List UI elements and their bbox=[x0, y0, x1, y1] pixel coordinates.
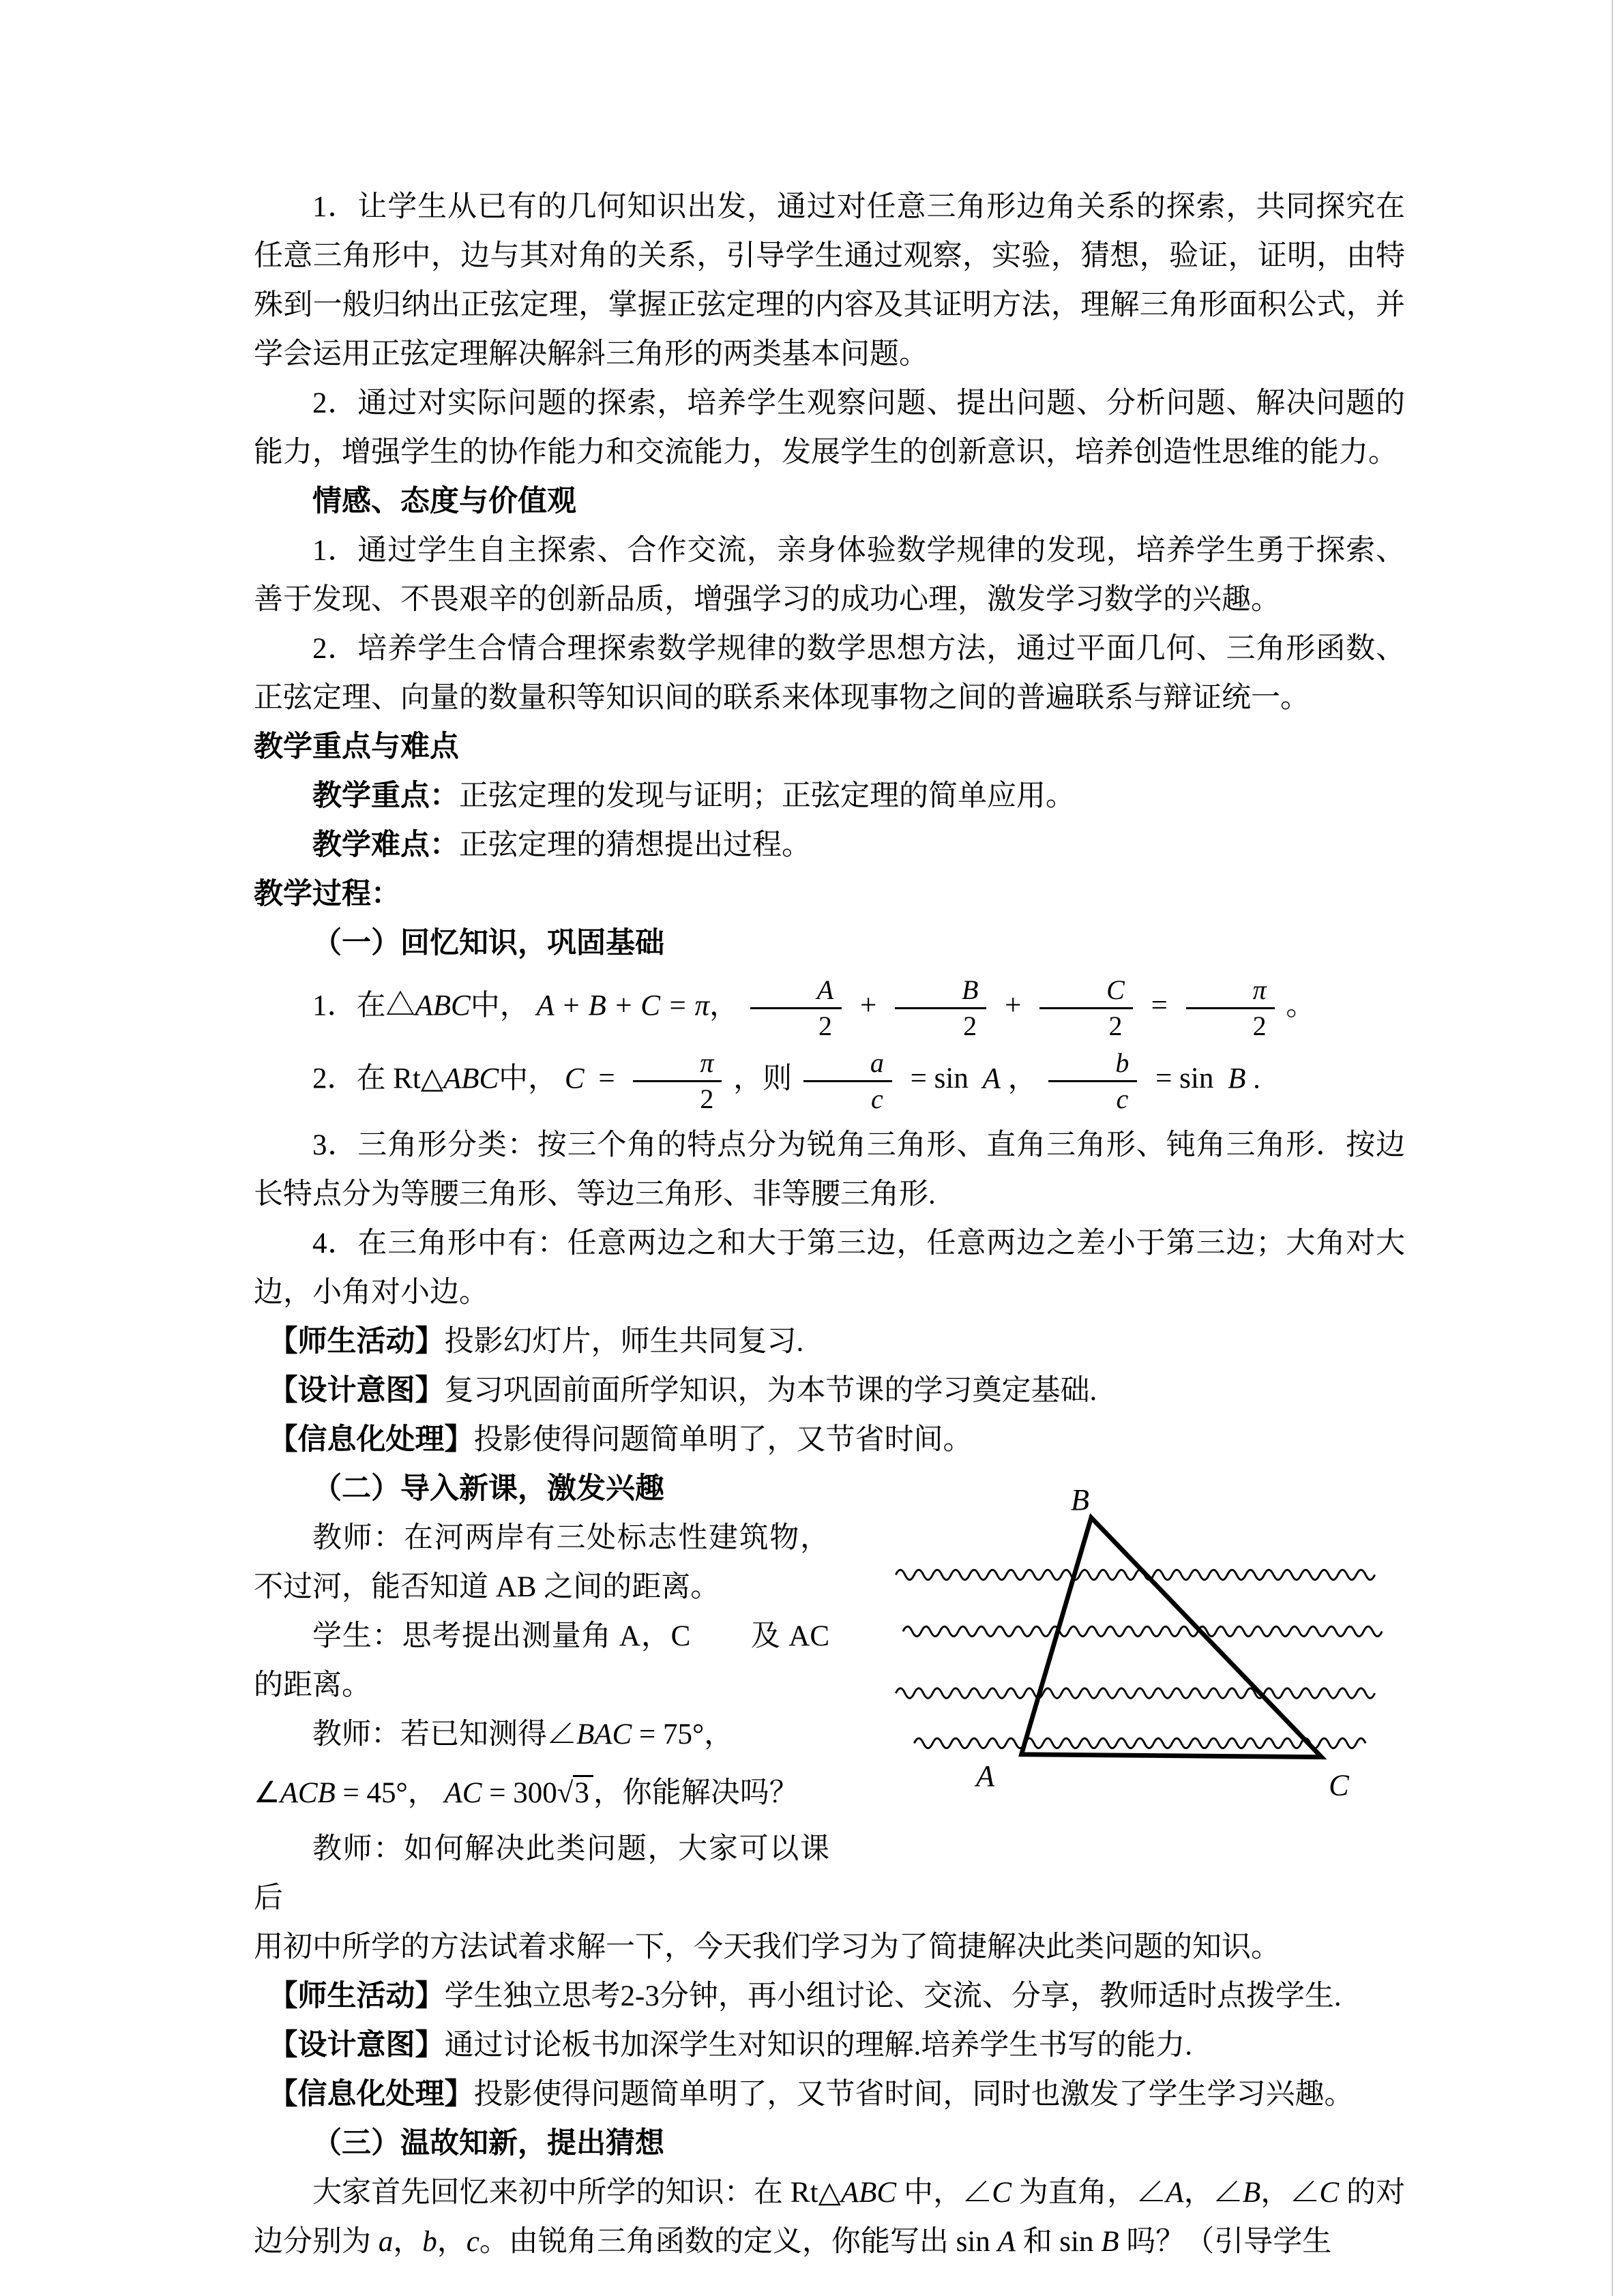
objective-paragraph-2: 2．通过对实际问题的探索，培养学生观察问题、提出问题、分析问题、解决问题的能力，增强学生的协作能力和交流能力，发展学生的创新意识，培养创造性思维的能力。 bbox=[254, 387, 1405, 468]
text-run: 1．在△ bbox=[312, 989, 415, 1022]
triangle-properties-paragraph: 4．在三角形中有：任意两边之和大于第三边，任意两边之差小于第三边；大角对大边，小角对小边。 bbox=[254, 1227, 1405, 1309]
text-run: 为直角，∠ bbox=[1011, 2177, 1166, 2209]
intent-note-1 bbox=[254, 1367, 1405, 1416]
wave-line-2 bbox=[903, 1626, 1382, 1636]
math-variable: C bbox=[992, 2177, 1012, 2209]
section2-block bbox=[254, 1465, 1405, 1972]
text-run: = 75°， bbox=[632, 1718, 734, 1750]
radicand: 3 bbox=[573, 1775, 593, 1809]
plus-operator: + bbox=[859, 989, 877, 1022]
triangle-classification-paragraph: 3．三角形分类：按三个角的特点分为锐角三角形、直角三角形、钝角三角形．按边长特点分为等腰三角形、等边三角形、非等腰三角形. bbox=[254, 1129, 1405, 1210]
fraction-numerator: B bbox=[895, 975, 986, 1009]
formula-angle-sum bbox=[254, 975, 1405, 1041]
radical-sign: √ bbox=[557, 1777, 574, 1809]
text-run: 中，∠ bbox=[896, 2177, 992, 2209]
recall-paragraph bbox=[254, 2168, 1405, 2267]
math-variable: BAC bbox=[576, 1718, 632, 1750]
fraction-denominator: 2 bbox=[700, 1084, 714, 1114]
formula-right-triangle bbox=[254, 1048, 1405, 1114]
math-variable: ABC bbox=[415, 989, 471, 1022]
equals-operator: = bbox=[598, 1062, 615, 1095]
fraction-a-over-c bbox=[803, 1048, 892, 1114]
difficulty-label: 教学难点： bbox=[312, 829, 459, 861]
fraction-denominator: c bbox=[1116, 1084, 1129, 1114]
intent-note-2 bbox=[254, 2021, 1405, 2070]
text-run: 的对边分别为 bbox=[254, 2177, 1406, 2258]
plus-operator: + bbox=[1005, 989, 1022, 1022]
text-run: 吗？（引导学生 bbox=[1119, 2226, 1332, 2258]
fraction-numerator: b bbox=[1048, 1048, 1137, 1082]
fraction-numerator: C bbox=[1039, 975, 1133, 1009]
math-variable: C bbox=[1319, 2177, 1340, 2209]
info-label: 【信息化处理】 bbox=[268, 2078, 474, 2111]
math-variable: B bbox=[1228, 1062, 1246, 1095]
math-variable: ABC bbox=[443, 1062, 499, 1095]
info-note-1 bbox=[254, 1416, 1405, 1465]
difficulty-text: 正弦定理的猜想提出过程。 bbox=[459, 829, 811, 861]
text-run: 。由锐角三角函数的定义，你能写出 sin bbox=[479, 2226, 998, 2258]
text-run: ， bbox=[1007, 1062, 1037, 1095]
fraction-denominator: 2 bbox=[818, 1011, 832, 1041]
math-variable: B bbox=[1101, 2226, 1119, 2258]
section2-heading: （二）导入新课，激发兴趣 bbox=[312, 1473, 664, 1505]
wave-line-4 bbox=[914, 1738, 1365, 1748]
figure-canvas bbox=[846, 1480, 1405, 1834]
process-heading: 教学过程： bbox=[254, 878, 400, 910]
text-run: = 45°， bbox=[335, 1777, 445, 1809]
intent-label: 【设计意图】 bbox=[268, 1375, 445, 1407]
math-variable: AC bbox=[444, 1777, 482, 1809]
text-run: ，∠ bbox=[1260, 2177, 1320, 2209]
math-variable: b bbox=[422, 2226, 437, 2258]
intent-label: 【设计意图】 bbox=[268, 2029, 445, 2061]
affect-paragraph-2: 2．培养学生合情合理探索数学规律的数学思想方法，通过平面几何、三角形函数、正弦定理、向量的数量积等知识间的联系来体现事物之间的普遍联系与辩证统一。 bbox=[254, 633, 1405, 714]
river-triangle-figure bbox=[846, 1469, 1405, 1854]
square-root bbox=[557, 1775, 593, 1809]
activity-label: 【师生活动】 bbox=[268, 1326, 445, 1358]
triangle-abc bbox=[1022, 1517, 1322, 1757]
equals-sin-operator: = sin bbox=[910, 1062, 969, 1095]
text-run: ， bbox=[709, 989, 739, 1022]
text-run: 。 bbox=[1286, 989, 1316, 1022]
fraction-denominator: 2 bbox=[963, 1011, 977, 1041]
activity-text: 投影幻灯片，师生共同复习. bbox=[444, 1326, 804, 1358]
math-variable: A bbox=[1166, 2177, 1184, 2209]
affect-values-heading: 情感、态度与价值观 bbox=[312, 486, 576, 518]
fraction-denominator: 2 bbox=[1252, 1011, 1267, 1041]
fraction-denominator: c bbox=[871, 1084, 883, 1114]
math-variable: a bbox=[378, 2226, 394, 2258]
vertex-label-a: A bbox=[976, 1759, 995, 1793]
section1-heading: （一）回忆知识，巩固基础 bbox=[312, 927, 664, 959]
math-variable: B bbox=[1242, 2177, 1261, 2209]
activity-note-1 bbox=[254, 1317, 1405, 1367]
wave-line-3 bbox=[896, 1688, 1374, 1698]
keypoint-text: 正弦定理的发现与证明；正弦定理的简单应用。 bbox=[459, 780, 1075, 812]
equals-operator: = bbox=[1151, 989, 1168, 1022]
text-run: 2．在 Rt△ bbox=[312, 1062, 443, 1095]
intent-text: 通过讨论板书加深学生对知识的理解.培养学生书写的能力. bbox=[444, 2029, 1192, 2061]
activity-text: 学生独立思考2-3分钟，再小组讨论、交流、分享，教师适时点拨学生. bbox=[444, 1980, 1342, 2012]
math-variable: ABC bbox=[840, 2177, 897, 2209]
vertex-label-c: C bbox=[1329, 1768, 1349, 1802]
text-run: ，你能解决吗？ bbox=[593, 1777, 799, 1809]
student-dialogue-1: 学生：思考提出测量角 A，C 及 AC 的距离。 bbox=[254, 1620, 829, 1701]
fraction-b-over-c bbox=[1048, 1048, 1137, 1114]
section3-heading: （三）温故知新，提出猜想 bbox=[312, 2128, 664, 2160]
text-run: 中， bbox=[499, 1062, 558, 1095]
difficulty-line bbox=[254, 821, 1405, 870]
text-run: = 300 bbox=[482, 1777, 557, 1809]
fraction-numerator: A bbox=[750, 975, 842, 1009]
keypoint-line bbox=[254, 772, 1405, 821]
info-text: 投影使得问题简单明了，又节省时间，同时也激发了学生学习兴趣。 bbox=[473, 2078, 1354, 2111]
info-text: 投影使得问题简单明了，又节省时间。 bbox=[473, 1424, 973, 1456]
fraction-c-over-2 bbox=[1039, 975, 1133, 1041]
text-run: ， bbox=[437, 2226, 467, 2258]
fraction-numerator: π bbox=[633, 1048, 722, 1082]
math-variable: A bbox=[982, 1062, 1001, 1095]
fraction-numerator: π bbox=[1186, 975, 1275, 1009]
text-run: 大家首先回忆来初中所学的知识：在 Rt△ bbox=[312, 2177, 841, 2209]
angle-symbol: ∠ bbox=[254, 1777, 280, 1809]
math-expression: A + B + C = π bbox=[536, 989, 709, 1022]
math-variable: A bbox=[997, 2226, 1016, 2258]
text-run: ， bbox=[393, 2226, 423, 2258]
math-variable: C bbox=[564, 1062, 585, 1095]
keypoint-label: 教学重点： bbox=[312, 780, 459, 812]
fraction-a-over-2 bbox=[750, 975, 842, 1041]
teacher-dialogue-3-line2: 用初中所学的方法试着求解一下，今天我们学习为了简捷解决此类问题的知识。 bbox=[254, 1931, 1280, 1963]
text-run: ，则 bbox=[733, 1062, 793, 1095]
page-right-edge-line bbox=[1612, 0, 1613, 2296]
fraction-denominator: 2 bbox=[1108, 1011, 1123, 1041]
objective-paragraph-1: 1．让学生从已有的几何知识出发，通过对任意三角形边角关系的探索，共同探究在任意三角形中，边与其对角的关系，引导学生通过观察，实验，猜想，验证，证明，由特殊到一般归纳出正弦定理，掌握正弦定理的内容及其证明方法，理解三角形面积公式，并学会运用正弦定理解决解斜三角形的两类基本问题。 bbox=[254, 191, 1405, 370]
fraction-pi-over-2 bbox=[633, 1048, 722, 1114]
text-run: 中， bbox=[470, 989, 529, 1022]
text-run: 和 sin bbox=[1015, 2226, 1102, 2258]
text-run: . bbox=[1253, 1062, 1260, 1095]
keypoints-heading: 教学重点与难点 bbox=[254, 731, 459, 763]
equals-sin-operator: = sin bbox=[1155, 1062, 1214, 1095]
activity-label: 【师生活动】 bbox=[268, 1980, 445, 2012]
teacher-dialogue-3-line1: 教师：如何解决此类问题，大家可以课后 bbox=[254, 1833, 829, 1914]
text-run: ，∠ bbox=[1183, 2177, 1243, 2209]
math-variable: ACB bbox=[280, 1777, 336, 1809]
info-note-2 bbox=[254, 2070, 1405, 2119]
text-run: 教师：若已知测得∠ bbox=[312, 1718, 576, 1750]
activity-note-2 bbox=[254, 1972, 1405, 2021]
fraction-pi-over-2 bbox=[1186, 975, 1275, 1041]
teacher-dialogue-1: 教师：在河两岸有三处标志性建筑物，不过河，能否知道 AB 之间的距离。 bbox=[254, 1522, 829, 1603]
affect-paragraph-1: 1．通过学生自主探索、合作交流，亲身体验数学规律的发现，培养学生勇于探索、善于发现、不畏艰辛的创新品质，增强学习的成功心理，激发学习数学的兴趣。 bbox=[254, 535, 1405, 616]
lesson-plan-content bbox=[254, 183, 1405, 2267]
fraction-b-over-2 bbox=[895, 975, 986, 1041]
intent-text: 复习巩固前面所学知识，为本节课的学习奠定基础. bbox=[444, 1375, 1097, 1407]
wave-line-1 bbox=[896, 1570, 1374, 1579]
vertex-label-b: B bbox=[1070, 1482, 1090, 1517]
math-variable: c bbox=[466, 2226, 479, 2258]
info-label: 【信息化处理】 bbox=[268, 1424, 474, 1456]
fraction-numerator: a bbox=[803, 1048, 892, 1082]
